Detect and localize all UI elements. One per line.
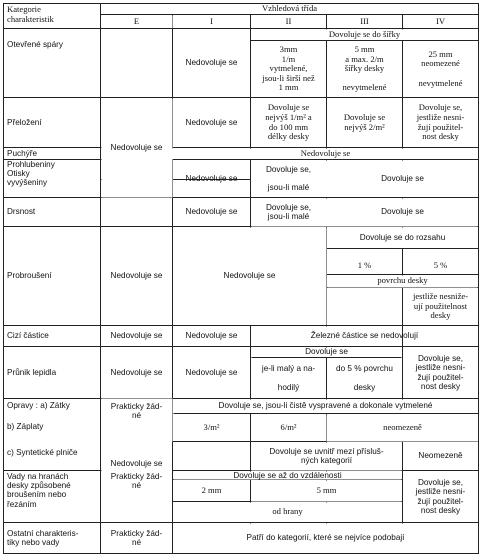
row-label-ostatni: Ostatní charakteris- tiky nebo vady: [7, 528, 79, 547]
vady-hrany-iv: Dovoluje se, jestliže nesni- žují použitel- nost desky: [415, 478, 466, 515]
row-label-opravy-plnice: c) Syntetické plniče: [7, 448, 78, 458]
prunik-lepidla-iv: Dovoluje se, jestliže nesni- žují použitel- nost desky: [415, 354, 466, 391]
header-col-iv: IV: [435, 15, 446, 26]
row-label-vady-na-hranach: Vady na hranách desky způsobené broušením nebo řezáním: [7, 472, 71, 509]
row-label-prohlubeniny: Prohlubeniny Otisky vyvýšeniny: [7, 160, 55, 188]
row-label-probrouseni: Probroušení: [7, 271, 52, 281]
prelozeni-iii: Dovoluje se nejvýš 2/m²: [343, 111, 386, 132]
row-label-prunik-lepidla: Průnik lepidla: [7, 367, 57, 377]
vady-hrany-e: Prakticky žád- né: [110, 472, 163, 491]
vady-hrany-iii: 5 mm: [316, 485, 337, 496]
vady-hrany-span: Dovoluje se až do vzdálenosti: [233, 470, 342, 480]
probrouseni-iii-pct: 1 %: [357, 260, 372, 271]
ostatni-e: Prakticky žád- né: [110, 528, 163, 547]
header-col-i: I: [210, 15, 213, 26]
prelozeni-iv: Dovoluje se, jestliže nesni- žují použitel- nost desky: [416, 102, 465, 142]
drsnost-ii: Dovoluje se, jsou-li malé: [265, 202, 312, 221]
cizi-castice-e: Nedovoluje se: [110, 331, 163, 341]
probrouseni-e: Nedovoluje se: [110, 271, 163, 281]
row-label-otevrene-spary: Otevřené spáry: [7, 40, 63, 49]
probrouseni-iv-pct: 5 %: [433, 260, 448, 271]
cizi-castice-span: Železné částice se nedovolují: [310, 331, 419, 341]
prohlubeniny-iii-iv: Dovoluje se: [381, 173, 424, 183]
opravy-e-top: Prakticky žád- né: [110, 401, 163, 420]
vady-hrany-od-hrany: od hrany: [272, 506, 303, 517]
otevrene-spary-span: Dovoluje se do šířky: [328, 28, 401, 39]
row-label-puchyre: Puchýře: [7, 148, 38, 158]
cizi-castice-i: Nedovoluje se: [185, 331, 238, 341]
row-label-opravy-zaplaty: b) Záplaty: [7, 422, 44, 432]
ostatni-span: Patří do kategorií, které se nejvíce podobají: [246, 533, 405, 543]
prunik-lepidla-i: Nedovoluje se: [185, 367, 238, 377]
header-col-ii: II: [285, 15, 292, 26]
prohlubeniny-i: Nedovoluje se: [185, 173, 238, 183]
opravy-zaplaty-ii: 3/m²: [203, 421, 220, 432]
opravy-plnice-iv: Neomezeně: [418, 451, 463, 461]
probrouseni-povrch: povrchu desky: [377, 275, 428, 286]
probrouseni-iv-note: jestliže nesniže- ují použitelnost desky: [412, 291, 469, 321]
opravy-plnice-span: Dovoluje se uvnitř mezí přísluš- ných kategorií: [269, 446, 384, 465]
header-col-e: E: [133, 15, 140, 26]
otevrene-spary-i: Nedovoluje se: [185, 58, 238, 68]
opravy-zaplaty-iii: 6/m²: [280, 421, 297, 432]
prelozeni-i: Nedovoluje se: [185, 117, 238, 127]
opravy-e-bottom: Nedovoluje se: [110, 458, 163, 468]
row-label-opravy-zatky: Opravy : a) Zátky: [7, 401, 70, 411]
prunik-lepidla-span: Dovoluje se: [305, 347, 348, 357]
prunik-lepidla-e: Nedovoluje se: [110, 367, 163, 377]
opravy-zaplaty-iv: neomezeně: [383, 421, 422, 432]
row-label-cizi-castice: Cizí částice: [7, 331, 49, 341]
drsnost-iii-iv: Dovoluje se: [381, 207, 424, 217]
prunik-lepidla-ii: je-li malý a na- hodilý: [261, 364, 316, 392]
prelozeni-e: Nedovoluje se: [110, 142, 163, 152]
prohlubeniny-ii: Dovoluje se, jsou-li malé: [265, 164, 312, 193]
drsnost-i: Nedovoluje se: [185, 207, 238, 217]
otevrene-spary-iii: 5 mm a max. 2/m šířky desky nevytmelené: [342, 43, 387, 93]
header-class-label: Vzhledová třída: [261, 3, 318, 14]
vady-hrany-ii: 2 mm: [201, 485, 222, 496]
row-label-prelozeni: Přeložení: [7, 117, 42, 127]
prunik-lepidla-iii: do 5 % povrchu desky: [336, 364, 393, 392]
header-category-label: Kategorie charakteristik: [7, 4, 54, 24]
prelozeni-ii: Dovoluje se nejvýš 1/m² a do 100 mm délky desky: [265, 102, 312, 142]
header-col-iii: III: [360, 15, 369, 26]
opravy-zatky-span: Dovoluje se, jsou-li čistě vyspravené a dokonale vytmelené: [218, 401, 433, 411]
puchyre-span: Nedovoluje se: [300, 147, 351, 158]
probrouseni-span: Dovoluje se do rozsahu: [359, 232, 446, 242]
probrouseni-i-ii: Nedovoluje se: [223, 271, 276, 281]
row-label-drsnost: Drsnost: [7, 207, 36, 217]
otevrene-spary-ii: 3mm 1/m vytmelené, jsou-li širší než 1 mm: [262, 43, 315, 93]
otevrene-spary-iv: 25 mm neomezené nevytmelené: [418, 48, 463, 88]
